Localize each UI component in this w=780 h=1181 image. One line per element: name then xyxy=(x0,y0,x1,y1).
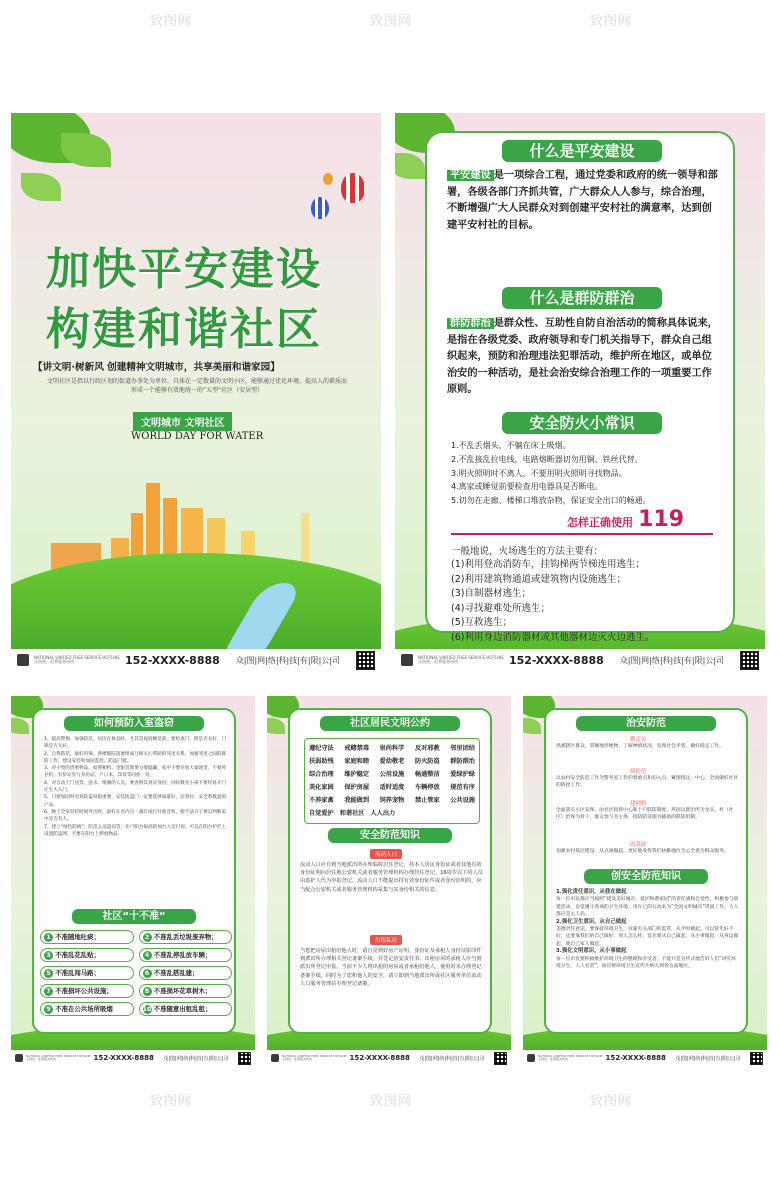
rule-text: 不准在公共场所吸烟 xyxy=(55,1005,113,1013)
poster-footer xyxy=(11,1050,255,1066)
convention-item: 家庭和睦 xyxy=(344,758,370,765)
convention-item: 维护稳定 xyxy=(344,771,370,778)
convention-item: 公用设施 xyxy=(379,771,405,778)
poster-public-security xyxy=(523,696,767,1066)
convention-row xyxy=(309,807,475,820)
paragraph: 5、门窗加固时对预防盗窃很重要，安装防盗门一定要选择质量好、信誉好、安全系数高的产品。 xyxy=(44,795,227,808)
rule-item xyxy=(40,966,134,980)
rule-number: 10 xyxy=(142,1005,152,1013)
rule-number: 5 xyxy=(44,969,53,978)
rule-text: 不准乱停乱放车辆； xyxy=(153,951,212,959)
convention-row xyxy=(309,781,475,794)
list-item: 3.明火照明时不离人，不要用明火照明寻找物品。 xyxy=(451,468,627,478)
footer-phone: 152-XXXX-8888 xyxy=(124,653,220,667)
watermark: 致图网 xyxy=(590,14,633,29)
section-heading: 安全防范知识 xyxy=(328,828,452,843)
qr-code-icon xyxy=(750,1052,763,1065)
convention-item: 遵纪守法 xyxy=(309,745,334,752)
poster-title: 加快平安建设 xyxy=(46,244,322,295)
convention-grid xyxy=(304,738,480,824)
leaf-decoration xyxy=(523,718,541,734)
divider xyxy=(451,533,713,535)
paragraph: 3、对小型的贵重物品、如照相机、金银首饰要分散隐藏，家中不要存放大量现金，不要将存折、有价证券与身份证、户口本、印章等同放一处。 xyxy=(44,766,227,779)
list-item: (5)互救逃生； xyxy=(451,617,512,629)
convention-item: 崇尚科学 xyxy=(379,745,405,752)
convention-item: 不养家禽 xyxy=(309,797,334,804)
footer-hotline-cn: 全国统一免费服务热线 xyxy=(418,659,458,664)
list-item: (6)利用身边消防器材或其他器材边灭火边逃生。 xyxy=(451,631,655,643)
convention-row xyxy=(309,755,475,768)
convention-item: 邻里团结 xyxy=(450,745,475,752)
phone-icon xyxy=(527,1054,535,1062)
rule-item xyxy=(40,1002,134,1016)
poster-tag: 文明城市 文明社区 xyxy=(133,412,232,431)
footer-company: 众|图|网|络|科|技|有|限|公|司 xyxy=(163,1055,229,1062)
convention-item: 人人出力 xyxy=(370,810,396,817)
knowledge-list xyxy=(556,889,740,970)
paragraph: 加强农村基层建设，从点滴做起，更好地发挥我们执勤地位全心全意为群众服务。 xyxy=(556,849,729,854)
poster-safety xyxy=(395,113,765,671)
content-card xyxy=(288,708,492,1034)
keyword-highlight: 群防群治 xyxy=(447,318,494,329)
section-heading: 治安防范 xyxy=(576,716,716,731)
sub-heading: 固基础 xyxy=(630,842,647,848)
footer-hotline-cn: 全国统一免费服务热线 xyxy=(26,1057,57,1061)
watermark: 致图网 xyxy=(590,1094,633,1109)
balloon-icon xyxy=(341,173,365,203)
convention-item: 戒赌禁毒 xyxy=(344,745,370,752)
leaf-decoration xyxy=(395,153,425,179)
rule-item xyxy=(139,948,233,962)
phone-icon xyxy=(15,1054,23,1062)
rule-item xyxy=(139,966,233,980)
phone-icon xyxy=(271,1054,279,1062)
paragraph: 全面落实小区安保，由社区指挥中心和十户联防制度，巩固以派出所为龙头、村（社区）治保为骨干，群众参与为主体，指防防设施为辅助的联防机制。 xyxy=(556,808,734,821)
list-item: (1)利用登高消防车，挂钩梯两节梯连用逃生； xyxy=(451,559,645,570)
convention-item: 保护房屋 xyxy=(344,784,370,791)
poster-cover xyxy=(11,113,381,671)
rule-item xyxy=(139,930,233,944)
list-item: (4)寻找避难处所逃生； xyxy=(451,602,550,614)
call-number: 119 xyxy=(638,507,685,532)
sub-heading: 勤走访 xyxy=(630,737,647,743)
convention-item: 我能做到 xyxy=(344,797,370,804)
sub-heading: 流动人口 xyxy=(370,849,402,859)
rule-item xyxy=(40,948,134,962)
list-item: 5.切勿在走廊、楼梯口堆放杂物，保证安全出口的畅通。 xyxy=(451,496,651,506)
paragraph: 7、建立“绿色防线”，防范入室盗窃等，住户阳台拟高的加台入室行窃。可以在阳台护栏上设置防盗网，不要在阳台上摆放物品。 xyxy=(44,824,227,837)
rule-item xyxy=(139,984,233,998)
convention-row xyxy=(309,742,475,755)
convention-item: 美化家园 xyxy=(309,784,334,791)
sub-heading: 建网格 xyxy=(630,801,647,807)
convention-item: 群防群治 xyxy=(450,758,475,765)
convention-item: 车辆停放 xyxy=(414,784,440,791)
footer-phone: 152-XXXX-8888 xyxy=(349,1054,410,1062)
watermark: 致图网 xyxy=(150,14,193,29)
paragraph: 6、晚上全家轻轻时间外出时，最好在房内点一盏灯或打开收音机，使不法分子难以判断家中是否有人。 xyxy=(44,809,227,823)
rule-text: 不准乱丢垃圾废弃物； xyxy=(153,933,218,941)
footer-hotline-en: NATIONAL UNIFIED FREE SERVICE HOTLINE xyxy=(282,1053,347,1058)
section-heading: 创安全防范知识 xyxy=(584,869,708,884)
poster-intro: 文明社区是指以行政区划的街道办事处为单位，具体在一定数量的文明小区，能够通过优化环境、提高人的素质而形成一个能够有效地统一的“五型”社区（安居型） xyxy=(46,378,347,394)
convention-row xyxy=(309,794,475,807)
rule-number: 4 xyxy=(143,951,152,960)
rule-number: 6 xyxy=(143,969,152,978)
watermark: 致图网 xyxy=(150,1094,193,1109)
list-heading: 1.强化责任意识，从我在做起 xyxy=(556,889,627,895)
leaf-decoration xyxy=(11,718,29,734)
convention-item: 防火防盗 xyxy=(414,758,440,765)
footer-hotline-en: NATIONAL UNIFIED FREE SERVICE HOTLINE xyxy=(418,654,504,660)
paragraph: 当您把房屋出租给他人时，请自觉到好房产证明、身份证及承租人身份证影印件到派出所办理相关登记备案手续，并签定治安责任书；出租房屋的承租人应当到派出所登记申报。当前不少人将出租的房屋或者承租给他人，使用时未办理登记备案手续，同时为了您和他人的安全，请立即到当地派出所或社区服务单位流动人口服务管理站办理登记备案。 xyxy=(300,948,482,987)
paragraph: 4、对自动上门送票、送水、维修的人员，要查明其真实身份，同时教育小孩不要轻易开门让生人入门。 xyxy=(44,780,227,794)
rule-number: 8 xyxy=(143,987,152,996)
rule-number: 7 xyxy=(44,987,53,996)
poster-footer xyxy=(395,649,765,671)
footer-company: 众|图|网|络|科|技|有|限|公|司 xyxy=(419,1055,485,1062)
rule-item xyxy=(139,1002,233,1016)
paragraph xyxy=(447,316,719,399)
list-heading: 3.强化文明意识，从小事做起 xyxy=(556,948,627,955)
escape-methods-list xyxy=(451,558,731,646)
paragraph xyxy=(447,168,719,234)
poster-burglary xyxy=(11,696,255,1066)
convention-item: 饲养宠物 xyxy=(379,797,405,804)
section-heading: 什么是群防群治 xyxy=(502,287,662,309)
footer-hotline-en: NATIONAL UNIFIED FREE SERVICE HOTLINE xyxy=(26,1053,91,1058)
rule-number: 2 xyxy=(143,933,152,942)
paragraph: 每一位市民都应当按照“建设美好城市，爱护和谐家园”的责任感和自觉性，积极参与创建活动，自觉遵守各项的卫生环境，用在已的行动来为“全国文明城市”巩固工作，人人都应是主人翁。 xyxy=(556,897,739,918)
footer-company: 众|图|网|络|科|技|有|限|公|司 xyxy=(675,1055,741,1062)
footer-hotline-cn: 全国统一免费服务热线 xyxy=(34,659,74,664)
qr-code-icon xyxy=(238,1052,251,1065)
poster-english: WORLD DAY FOR WATER xyxy=(131,431,264,442)
leaf-decoration xyxy=(21,173,61,201)
rule-text: 不准随地吐痰； xyxy=(55,933,100,941)
qr-code-icon xyxy=(740,651,759,670)
list-item: 2.不乱接乱拉电线，电路熔断器切勿用铜、铁丝代替。 xyxy=(451,454,643,464)
section-heading: 社区居民文明公约 xyxy=(320,716,460,731)
keyword-highlight: 平安建设 xyxy=(447,170,494,181)
rule-text: 不准损坏花草树木； xyxy=(153,987,212,995)
footer-phone: 152-XXXX-8888 xyxy=(605,1054,666,1062)
qr-code-icon xyxy=(356,651,375,670)
call-text: 怎样正确使用 xyxy=(567,516,633,529)
section-heading: 安全防火小常识 xyxy=(502,412,662,434)
watermark: 致图网 xyxy=(370,14,413,29)
balloon-icon xyxy=(311,197,329,219)
content-card xyxy=(32,708,236,1034)
list-item: 4.离家或睡觉前要检查用电器具是否断电。 xyxy=(451,482,603,492)
paragraph: 以农村安全防范工作为警务室工作的着重点和切入点，紧围绕这一中心，全面做好社区的防控工作。 xyxy=(556,776,739,789)
list-item: (3)自制器材逃生； xyxy=(451,588,531,600)
footer-hotline-en: NATIONAL UNIFIED FREE SERVICE HOTLINE xyxy=(34,654,120,660)
convention-item: 反对邪教 xyxy=(414,745,440,752)
content-card xyxy=(425,131,735,643)
sub-heading: 强防范 xyxy=(630,769,647,775)
list-item: (2)利用建筑物通道或建筑物内设施逃生； xyxy=(451,573,626,585)
footer-phone: 152-XXXX-8888 xyxy=(508,653,604,667)
convention-item: 公共设施 xyxy=(450,797,475,804)
poster-convention xyxy=(267,696,511,1066)
poster-footer xyxy=(11,649,381,671)
fire-tips-list xyxy=(451,439,723,508)
paragraph: 熟悉辖区群众，掌握地形地物，了解神情状况，发现社会矛盾，做好稳定工作。 xyxy=(556,744,724,749)
paragraph: 1、提高警惕，加强防范。居民在休息时，尤其是夜间睡觉前，要检查门、窗是否关好，门锁是否关好。 xyxy=(44,737,227,750)
escape-intro: 一般地说，火场逃生的方法主要有： xyxy=(451,546,604,557)
content-card xyxy=(544,708,748,1034)
convention-item: 综合治理 xyxy=(309,771,334,778)
paragraph-text: 是群众性、互助性自防自治活动的简称具体说来，是指在各级党委、政府领导和专门机关指导下，群众自己组织起来，预防和治理违法犯罪活动，维护所在地区，或单位治安的一种活动，是社会治安综合治理工作的一项重要工作原则。 xyxy=(447,318,718,395)
list-heading: 2.强化卫生意识，从自己做起 xyxy=(556,918,627,925)
poster-title: 构建和谐社区 xyxy=(46,304,322,355)
phone-icon xyxy=(401,654,413,666)
leaf-decoration xyxy=(267,718,285,734)
rule-text: 不准乱花乱贴； xyxy=(55,951,100,959)
paragraph: 美德责任意识，要保持环境卫生，仅靠有关部门的监管，从平时做起，可以常年好不好，还要靠我们的自己做好，别人怎么样，首先要从自己做起，从小事做起，从身边做起，使自己家人做起。 xyxy=(556,927,739,947)
footer-hotline-cn: 全国统一免费服务热线 xyxy=(282,1057,313,1061)
footer-hotline-cn: 全国统一免费服务热线 xyxy=(538,1057,569,1061)
rule-item xyxy=(40,930,134,944)
section-heading: 如何预防入室盗窃 xyxy=(64,716,204,731)
section-heading: 什么是平安建设 xyxy=(502,140,662,162)
convention-item: 畅通整洁 xyxy=(414,771,440,778)
footer-company: 众|图|网|络|科|技|有|限|公|司 xyxy=(235,655,341,665)
section-heading: 社区“十不准” xyxy=(72,909,196,924)
rule-text: 不准乱闯马路； xyxy=(55,969,100,977)
convention-item: 自觉爱护 xyxy=(309,810,334,817)
sub-heading: 出租私房 xyxy=(370,935,402,945)
convention-row xyxy=(309,768,475,781)
convention-item: 爱绿护绿 xyxy=(450,771,475,778)
rule-number: 3 xyxy=(44,951,53,960)
qr-code-icon xyxy=(494,1052,507,1065)
convention-item: 扶弱助残 xyxy=(309,758,334,765)
poster-footer xyxy=(523,1050,767,1066)
rule-text: 不准乱搭乱建； xyxy=(153,969,199,977)
footer-phone: 152-XXXX-8888 xyxy=(93,1054,154,1062)
footer-company: 众|图|网|络|科|技|有|限|公|司 xyxy=(619,655,725,665)
call-119-heading xyxy=(567,507,684,532)
convention-item: 禁止管家 xyxy=(414,797,440,804)
convention-item: 适时适度 xyxy=(379,784,405,791)
list-item: 1.不乱丢烟头，不躺在床上吸烟。 xyxy=(451,441,571,450)
footer-hotline-en: NATIONAL UNIFIED FREE SERVICE HOTLINE xyxy=(538,1053,603,1058)
paragraph: 流动人口应自到当地派出所办理临时居住登记，持本人居民身份证或者其他有效身份证明向居住地公安机关或者服务管理机构办理居住登记。16周岁以下的人员由监护人代为申报登记。流动人口不能提出持有效身份证件或者身份证明的，应当配合公安机关或者服务管理机构采集与其身份相关的信息。 xyxy=(300,862,483,893)
rule-text: 不准损坏公共设施； xyxy=(55,987,113,995)
convention-item: 爱幼敬老 xyxy=(379,758,405,765)
phone-icon xyxy=(17,654,29,666)
paragraph: 每一位市民要积极维护环境卫生的整理和享受者，不能只是宣传式地告诉人们“讲究环境卫生，人人有责”，而应将环境卫生宣传片纳入到各方面地区。 xyxy=(556,956,736,970)
poster-subtitle: 【讲文明·树新风 创建精神文明城市，共享美丽和谐家园】 xyxy=(33,362,280,373)
paragraph-text: 是一项综合工程，通过党委和政府的统一领导和部署，各级各部门齐抓共管，广大群众人人参与，综合治理，不断增强广大人民群众对到创建平安村社的满意率，达到创建平安村社的目标。 xyxy=(447,170,718,231)
tips-paragraphs xyxy=(44,736,228,838)
rule-number: 1 xyxy=(44,933,53,942)
rule-number: 9 xyxy=(44,1005,53,1014)
convention-item: 规范有序 xyxy=(450,784,475,791)
poster-footer xyxy=(267,1050,511,1066)
paragraph: 2、自我防范，搞好内保。各楼群院落要组成互相关心帮助的邻里关系，加强邻里之间的联防工作，建设安装和加固监控、防盗门窗。 xyxy=(44,751,227,764)
rule-item xyxy=(40,984,134,998)
watermark: 致图网 xyxy=(370,1094,413,1109)
balloon-icon xyxy=(323,173,333,185)
convention-item: 和谐社区 xyxy=(339,810,365,817)
rules-grid xyxy=(40,930,232,1016)
rule-text: 不准随意出租乱租； xyxy=(153,1005,212,1013)
